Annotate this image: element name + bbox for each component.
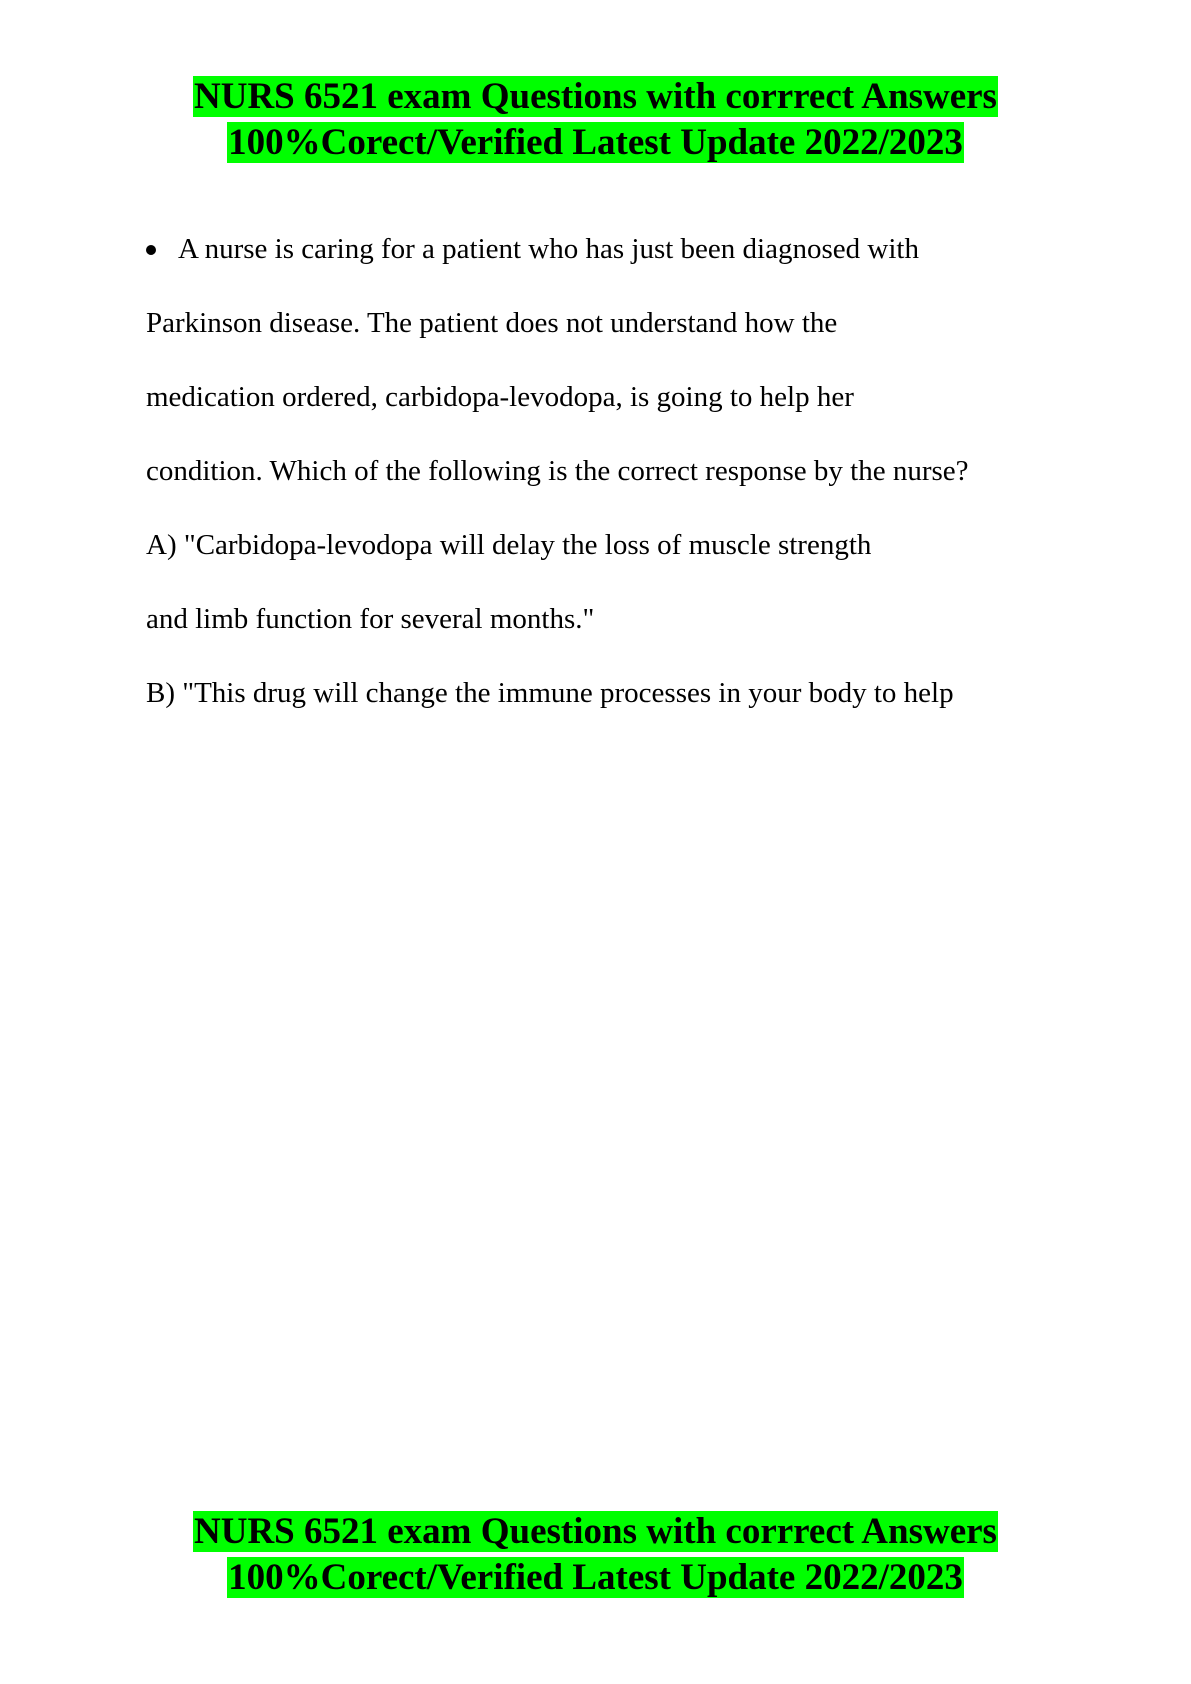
question-line-2: Parkinson disease. The patient does not understand how the (146, 307, 838, 339)
header-title-line-1: NURS 6521 exam Questions with corrrect Answers (194, 76, 997, 117)
bullet-dot-icon (146, 245, 156, 255)
footer-title-line-2: 100%Corect/Verified Latest Update 2022/2023 (228, 1557, 963, 1598)
footer-title-line-1: NURS 6521 exam Questions with corrrect Answers (194, 1511, 997, 1552)
answer-a-line-1: A) "Carbidopa-levodopa will delay the loss of muscle strength (146, 529, 872, 561)
answer-b-line-1: B) "This drug will change the immune processes in your body to help (146, 677, 954, 709)
header-title (0, 74, 1191, 166)
question-line-4: condition. Which of the following is the correct response by the nurse? (146, 455, 969, 487)
question-line-1: A nurse is caring for a patient who has just been diagnosed with (178, 233, 919, 265)
question-line-3: medication ordered, carbidopa-levodopa, is going to help her (146, 381, 854, 413)
answer-a-line-2: and limb function for several months." (146, 603, 595, 635)
header-title-line-2: 100%Corect/Verified Latest Update 2022/2023 (228, 122, 963, 163)
footer-title (0, 1509, 1191, 1601)
